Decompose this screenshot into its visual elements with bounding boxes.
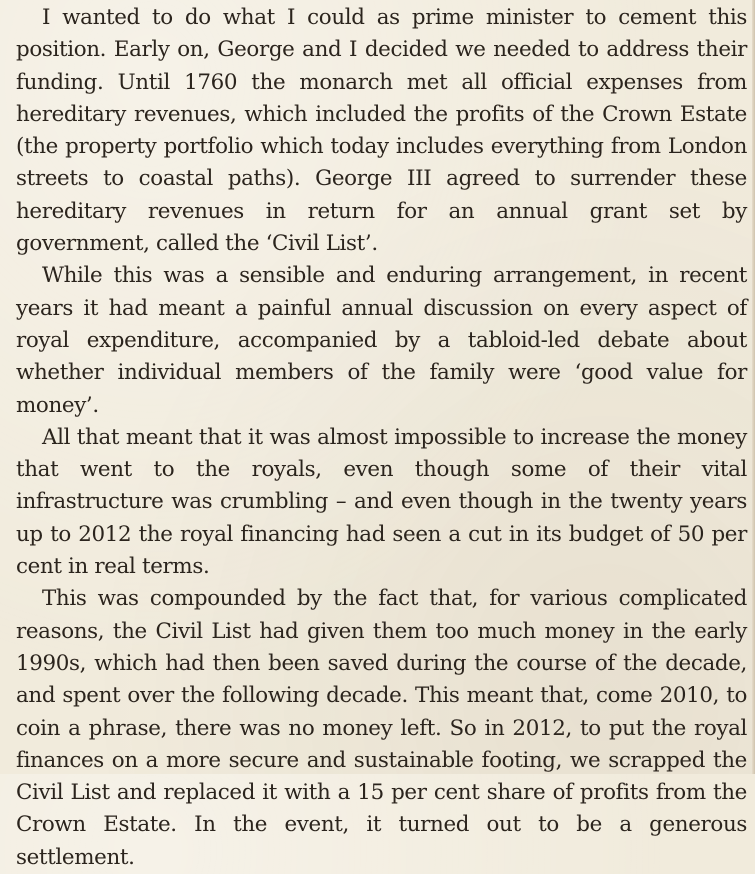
paragraph-1: I wanted to do what I could as prime minister to cement this position. Early on, George and I decided we needed to address their funding. Until 1760 the monarch met all official expenses from hereditary revenues, which included the profits of the Crown Estate (the property portfolio which today includes everything from London streets to coastal paths). George III agreed to surrender these hereditary revenues in return for an annual grant set by government, called the ‘Civil List’. [16,5,747,257]
paragraph-3: All that meant that it was almost impossible to increase the money that went to the royals, even though some of their vital infrastructure was crumbling – and even though in the twenty years up to 2012 the royal financing had seen a cut in its budget of 50 per cent in real terms. [16,424,747,580]
book-page-text [16,2,747,870]
paragraph-4: This was compounded by the fact that, for various complicated reasons, the Civil List had given them too much money in the early 1990s, which had then been saved during the course of the decade, and spent over the following decade. This meant that, come 2010, to coin a phrase, there was no money left. So in 2012, to put the royal finances on a more secure and sustainable footing, we scrapped the Civil List and replaced it with a 15 per cent share of profits from the Crown Estate. In the event, it turned out to be a generous settlement. [16,586,747,870]
paragraph-2: While this was a sensible and enduring arrangement, in recent years it had meant a painful annual discussion on every aspect of royal expenditure, accompanied by a tabloid-led debate about whether individual members of the family were ‘good value for money’. [16,263,747,418]
